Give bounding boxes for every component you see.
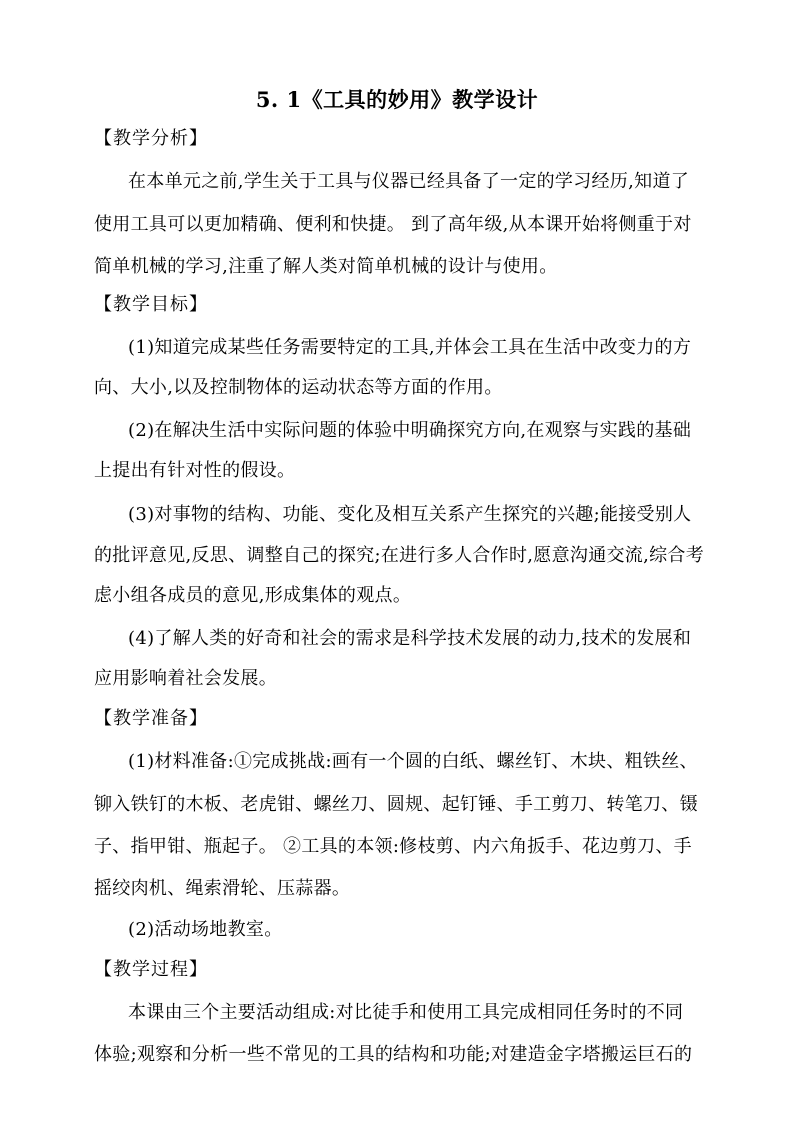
document-title: 5. 1《工具的妙用》教学设计	[255, 87, 539, 112]
paragraph-line: 的批评意见,反思、调整自己的探究;在进行多人合作时,愿意沟通交流,综合考	[94, 545, 705, 566]
paragraph-line: (2)活动场地教室。	[128, 919, 283, 940]
paragraph-line: 子、指甲钳、瓶起子。 ②工具的本领:修枝剪、内六角扳手、花边剪刀、手	[94, 836, 692, 857]
paragraph-line: 在本单元之前,学生关于工具与仪器已经具备了一定的学习经历,知道了	[128, 171, 690, 192]
paragraph-line: 铆入铁钉的木板、老虎钳、螺丝刀、圆规、起钉锤、手工剪刀、转笔刀、镊	[94, 794, 698, 815]
paragraph-line: (4)了解人类的好奇和社会的需求是科学技术发展的动力,技术的发展和	[128, 628, 692, 649]
paragraph-line: (2)在解决生活中实际问题的体验中明确探究方向,在观察与实践的基础	[128, 420, 692, 441]
paragraph-line: (1)材料准备:①完成挑战:画有一个圆的白纸、螺丝钉、木块、粗铁丝、	[128, 751, 698, 772]
section-heading-process: 【教学过程】	[94, 959, 208, 980]
paragraph-line: 虑小组各成员的意见,形成集体的观点。	[94, 585, 412, 606]
paragraph-line: 简单机械的学习,注重了解人类对简单机械的设计与使用。	[94, 256, 558, 277]
paragraph-line: (1)知道完成某些任务需要特定的工具,并体会工具在生活中改变力的方	[128, 337, 692, 358]
section-heading-analysis: 【教学分析】	[94, 128, 208, 149]
paragraph-line: 使用工具可以更加精确、便利和快捷。 到了高年级,从本课开始将侧重于对	[94, 214, 692, 235]
paragraph-line: (3)对事物的结构、功能、变化及相互关系产生探究的兴趣;能接受别人	[128, 504, 692, 525]
paragraph-line: 体验;观察和分析一些不常见的工具的结构和功能;对建造金字塔搬运巨石的	[94, 1044, 693, 1065]
paragraph-line: 向、大小,以及控制物体的运动状态等方面的作用。	[94, 377, 503, 398]
paragraph-line: 摇绞肉机、绳索滑轮、压蒜器。	[94, 878, 351, 899]
paragraph-line: 应用影响着社会发展。	[94, 668, 277, 689]
section-heading-prep: 【教学准备】	[94, 708, 208, 729]
paragraph-line: 本课由三个主要活动组成:对比徒手和使用工具完成相同任务时的不同	[128, 1002, 684, 1023]
section-heading-goals: 【教学目标】	[94, 294, 208, 315]
paragraph-line: 上提出有针对性的假设。	[94, 460, 296, 481]
